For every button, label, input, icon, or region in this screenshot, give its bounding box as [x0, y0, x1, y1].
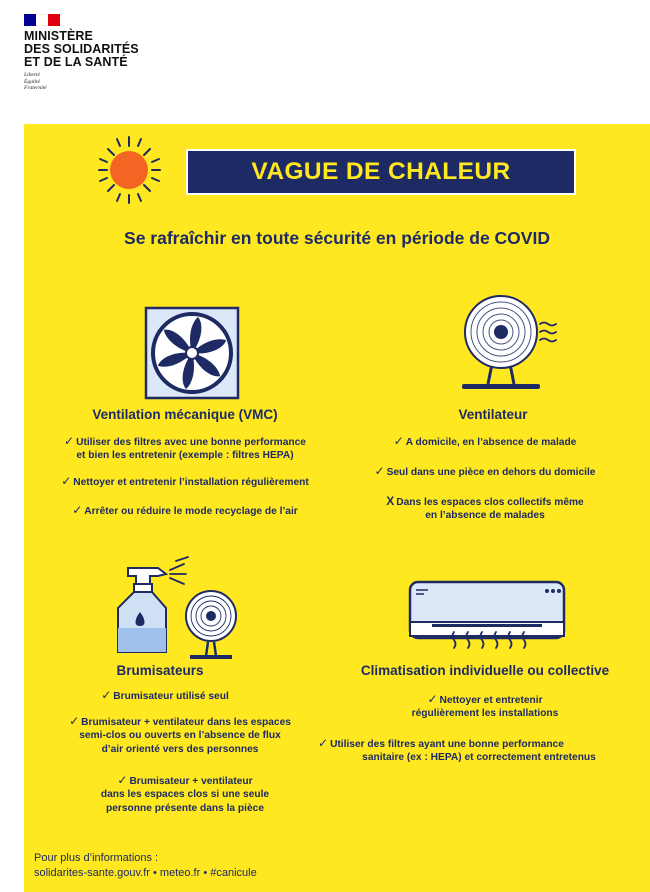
item-line: Brumisateur + ventilateur dans les espaces [81, 717, 291, 728]
item-line: Nettoyer et entretenir [439, 695, 543, 706]
check-icon: ✓ [117, 773, 128, 787]
ministry-name [24, 30, 139, 69]
check-icon: ✓ [72, 503, 83, 517]
mist-sprayer-icon [110, 556, 245, 660]
footer-links: solidarites-sante.gouv.fr • meteo.fr • #canicule [34, 867, 257, 879]
list-item [30, 475, 340, 489]
check-icon: ✓ [61, 474, 72, 488]
flag-red-band [48, 14, 60, 26]
section-title-climatisation: Climatisation individuelle ou collective [360, 663, 610, 678]
motto-line: Fraternité [24, 85, 47, 91]
item-line: Dans les espaces clos collectifs même [396, 497, 584, 508]
flag-blue-band [24, 14, 36, 26]
air-conditioner-icon [408, 580, 566, 648]
item-line: sanitaire (ex : HEPA) et correctement entretenus [362, 752, 596, 764]
sun-icon [95, 135, 175, 205]
list-item [40, 689, 290, 703]
list-item [350, 495, 620, 523]
check-icon: ✓ [318, 736, 329, 750]
cross-icon: X [386, 494, 395, 508]
list-item [350, 465, 620, 479]
item-line: Utiliser des filtres ayant une bonne performance [330, 739, 564, 750]
check-icon: ✓ [427, 692, 438, 706]
check-icon: ✓ [374, 464, 385, 478]
check-icon: ✓ [393, 434, 404, 448]
vmc-fan-icon [144, 306, 240, 400]
ministry-line: MINISTÈRE [24, 29, 93, 43]
list-item [40, 504, 330, 518]
footer-info [34, 851, 257, 881]
list-item [318, 737, 640, 765]
standing-fan-icon [452, 292, 558, 396]
item-line: Seul dans une pièce en dehors du domicile [386, 467, 596, 478]
list-item [30, 715, 330, 756]
check-icon: ✓ [69, 714, 80, 728]
section-title-ventilateur: Ventilateur [458, 407, 528, 422]
item-line: A domicile, en l’absence de malade [405, 437, 577, 448]
ministry-line: DES SOLIDARITÉS [24, 42, 139, 56]
list-item [40, 774, 330, 815]
french-flag-logo [24, 14, 60, 26]
list-item [345, 693, 625, 721]
footer-label: Pour plus d’informations : [34, 852, 159, 864]
list-item [40, 435, 330, 463]
poster-title: VAGUE DE CHALEUR [251, 158, 511, 185]
item-line: semi-clos ou ouverts en l’absence de flux [79, 730, 281, 742]
item-line: et bien les entretenir (exemple : filtres HEPA) [76, 450, 294, 462]
section-title-vmc: Ventilation mécanique (VMC) [92, 407, 278, 422]
title-banner [186, 149, 576, 195]
item-line: Brumisateur + ventilateur [129, 776, 253, 787]
republic-motto [24, 72, 47, 92]
item-line: Nettoyer et entretenir l’installation régulièrement [73, 477, 309, 488]
item-line: Brumisateur utilisé seul [113, 691, 229, 702]
item-line: régulièrement les installations [411, 708, 559, 720]
section-title-brumisateurs: Brumisateurs [116, 663, 204, 678]
item-line: d’air orienté vers des personnes [101, 743, 259, 755]
ministry-line: ET DE LA SANTÉ [24, 55, 128, 69]
item-line: en l’absence de malades [425, 510, 545, 522]
item-line: dans les espaces clos si une seule [100, 789, 270, 801]
flag-white-band [36, 14, 48, 26]
check-icon: ✓ [101, 688, 112, 702]
item-line: personne présente dans la pièce [106, 802, 264, 814]
check-icon: ✓ [64, 434, 75, 448]
poster-subtitle: Se rafraîchir en toute sécurité en période de COVID [124, 228, 550, 248]
item-line: Arrêter ou réduire le mode recyclage de l’air [84, 506, 298, 517]
motto-line: Liberté [24, 72, 40, 78]
item-line: Utiliser des filtres avec une bonne performance [76, 437, 306, 448]
ministry-header [0, 0, 650, 124]
list-item [350, 435, 620, 449]
motto-line: Égalité [24, 78, 40, 85]
